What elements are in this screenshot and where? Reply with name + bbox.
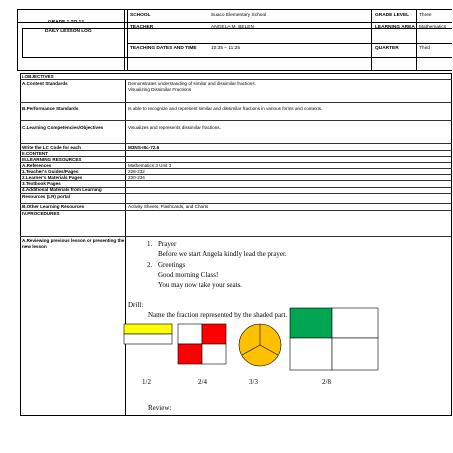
references-value: Mathematics 3 Unit 3: [128, 162, 172, 168]
learners-materials-value: 230-234: [128, 174, 145, 180]
item-2-line-2: You may now take your seats.: [158, 281, 243, 289]
competencies-label: C.Learning Competencies/Objectives: [22, 125, 104, 130]
teachers-guide-value: 228-232: [128, 168, 145, 174]
teacher-label: TEACHER: [130, 25, 154, 30]
quarter-value: Third: [419, 46, 430, 51]
learning-area-label: LEARNING AREA: [375, 25, 415, 30]
dates-label: TEACHING DATES AND TIME: [130, 46, 197, 51]
item-1-detail: Before we start Angela kindly lead the prayer.: [158, 250, 287, 258]
fraction-1-2-figure: [124, 324, 172, 344]
item-2-greetings: Greetings: [158, 261, 186, 269]
textbook-label: 3.Textbook Pages: [22, 181, 61, 186]
competencies-value: Visualizes and represents dissimilar fractions.: [128, 125, 221, 130]
title-line-1: GRADE 1 TO 12: [48, 20, 84, 25]
item-1-number: 1.: [147, 240, 153, 248]
lc-code-label: Write the LC Code for each: [22, 144, 81, 150]
lc-code-value: M3NS-IIIc-72.6: [128, 144, 160, 150]
reviewing-label-1: A.Reviewing previous lesson or presenting the: [22, 238, 125, 243]
drill-label: Drill:: [128, 301, 144, 309]
item-2-number: 2.: [147, 261, 153, 269]
teachers-guide-label: 1.Teacher's Guides/Pages: [22, 168, 79, 174]
content-standards-label: A.Content Standards: [22, 81, 68, 86]
fraction-label-4: 2/8: [322, 378, 331, 386]
reviewing-label-2: new lesson: [22, 244, 47, 249]
learners-materials-label: 2.Learner's Materials Pages: [22, 174, 83, 180]
content-standards-value-2: Visualizing Dissimilar Fractions: [128, 87, 192, 92]
teacher-value: ANGELA M. BELEN: [211, 25, 254, 30]
grade-label: GRADE LEVEL: [375, 13, 410, 18]
performance-standards-label: B.Performance Standards: [22, 106, 79, 111]
grade-value: Three: [419, 13, 432, 18]
school-label: SCHOOL: [130, 13, 151, 18]
fraction-2-4-figure: [178, 324, 226, 364]
references-label: A.References: [22, 162, 52, 168]
performance-standards-value: Is able to recognize and represent similar and dissimilar fractions in various forms and contexts.: [128, 106, 323, 111]
other-resources-label: B.Other Learning Resources: [22, 204, 85, 209]
quarter-label: QUARTER: [375, 46, 399, 51]
additional-materials-label-1: 4.Additional Materials from Learning: [22, 187, 102, 192]
learning-area-value: Mathematics: [419, 25, 447, 30]
school-value: Suaco Elementary School: [211, 13, 267, 18]
objectives-heading: I.OBJECTIVES: [22, 74, 54, 79]
dates-value: 10:35 – 11:25: [211, 46, 240, 51]
review-label: Review:: [148, 404, 172, 412]
procedures-heading: IV.PROCEDURES: [22, 210, 60, 216]
fraction-2-8-figure: [290, 308, 378, 370]
content-standards-value-1: Demonstrates understanding of similar and dissimilar fractions.: [128, 81, 256, 86]
other-resources-value: Activity Sheets, Flashcards, and Charts: [128, 204, 209, 209]
title-line-2: DAILY LESSON LOG: [45, 29, 92, 34]
fraction-figures: [122, 300, 382, 380]
drill-instruction: Name the fraction represented by the shaded part.: [148, 311, 288, 319]
fraction-label-1: 1/2: [142, 378, 151, 386]
fraction-label-3: 3/3: [249, 378, 258, 386]
content-heading: II.CONTENT: [22, 150, 49, 156]
resources-heading: III.LEARNING RESOURCES: [22, 156, 82, 162]
item-1-prayer: Prayer: [158, 240, 177, 248]
fraction-3-3-figure: [239, 324, 281, 366]
fraction-label-2: 2/4: [198, 378, 207, 386]
additional-materials-label-2: Resources (LR) portal: [22, 193, 70, 199]
item-2-line-1: Good morning Class!: [158, 271, 219, 279]
